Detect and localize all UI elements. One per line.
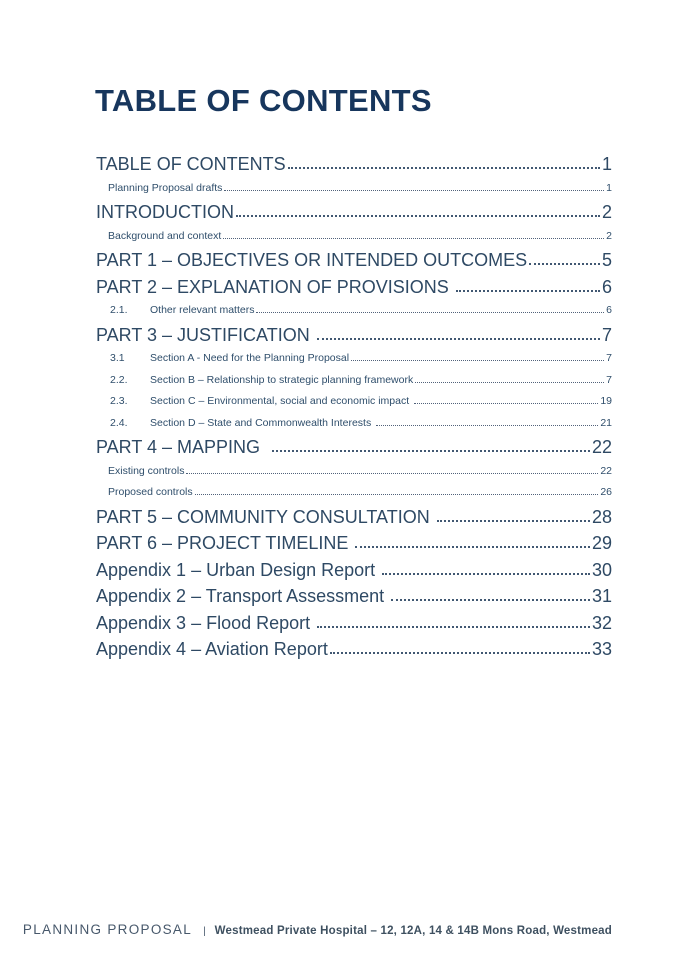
- dot-leader: [415, 382, 604, 383]
- toc-entry-number: 2.4.: [110, 416, 128, 429]
- toc-entry-page[interactable]: 30: [591, 559, 612, 580]
- toc-entry-label[interactable]: Section A - Need for the Planning Proposal: [150, 352, 350, 364]
- toc-entry-page[interactable]: 19: [600, 395, 612, 407]
- toc-entry-label[interactable]: PART 2 – EXPLANATION OF PROVISIONS: [96, 276, 454, 297]
- toc-entry[interactable]: [96, 583, 612, 610]
- toc-entry-page[interactable]: 5: [601, 250, 612, 270]
- toc-entry[interactable]: [96, 434, 612, 461]
- toc-entry[interactable]: [96, 274, 612, 301]
- page-title: TABLE OF CONTENTS: [95, 83, 432, 118]
- toc-entry-label[interactable]: Appendix 1 – Urban Design Report: [96, 559, 381, 580]
- toc-entry-page[interactable]: 6: [606, 304, 612, 316]
- toc-entry[interactable]: [96, 557, 612, 584]
- toc-entry[interactable]: [96, 226, 612, 248]
- toc-entry-page[interactable]: 26: [600, 486, 612, 498]
- toc-entry[interactable]: [96, 348, 612, 370]
- dot-leader: [195, 494, 599, 495]
- dot-leader: [224, 190, 604, 191]
- toc-entry[interactable]: [96, 530, 612, 557]
- toc-entry[interactable]: [96, 199, 612, 226]
- dot-leader: [437, 520, 590, 522]
- toc-entry-page[interactable]: 33: [591, 639, 612, 659]
- toc-entry-page[interactable]: 32: [591, 612, 612, 633]
- toc-entry-label[interactable]: PART 5 – COMMUNITY CONSULTATION: [96, 506, 435, 527]
- toc-entry-label[interactable]: Appendix 4 – Aviation Report: [96, 639, 328, 659]
- toc-entry-label[interactable]: PART 1 – OBJECTIVES OR INTENDED OUTCOMES: [96, 250, 528, 270]
- dot-leader: [223, 238, 604, 239]
- toc-entry-number: 2.2.: [110, 373, 128, 386]
- page-footer: [23, 922, 612, 937]
- toc-entry-label[interactable]: Section C – Environmental, social and economic impact: [150, 395, 413, 407]
- dot-leader: [355, 546, 590, 548]
- toc-entry[interactable]: [96, 636, 612, 663]
- dot-leader: [456, 290, 600, 292]
- toc-entry-page[interactable]: 1: [601, 154, 612, 174]
- toc-entry-label[interactable]: PART 3 – JUSTIFICATION: [96, 324, 315, 345]
- toc-entry[interactable]: [96, 461, 612, 483]
- toc-entry-page[interactable]: 22: [600, 464, 612, 477]
- toc-entry[interactable]: [96, 151, 612, 178]
- toc-entry-label[interactable]: INTRODUCTION: [96, 202, 234, 222]
- toc-entry[interactable]: [96, 247, 612, 274]
- toc-entry[interactable]: [96, 610, 612, 637]
- dot-leader: [529, 263, 600, 265]
- toc-entry-page[interactable]: 29: [591, 533, 612, 553]
- toc-entry[interactable]: [96, 370, 612, 392]
- dot-leader: [376, 425, 598, 426]
- toc-entry-label[interactable]: Proposed controls: [108, 486, 193, 498]
- toc-entry[interactable]: [96, 391, 612, 413]
- toc-entry-page[interactable]: 7: [606, 352, 612, 364]
- toc-entry-page[interactable]: 1: [606, 181, 612, 194]
- toc-entry[interactable]: [96, 482, 612, 504]
- dot-leader: [317, 338, 600, 340]
- toc-entry-page[interactable]: 7: [601, 324, 612, 345]
- toc-entry[interactable]: [96, 178, 612, 200]
- toc-entry-label[interactable]: Appendix 3 – Flood Report: [96, 612, 316, 633]
- dot-leader: [351, 360, 604, 361]
- toc-entry-label[interactable]: Existing controls: [108, 464, 185, 477]
- toc-entry-page[interactable]: 28: [591, 506, 612, 527]
- toc-entry-label[interactable]: Appendix 2 – Transport Assessment: [96, 586, 390, 606]
- toc-entry-page[interactable]: 22: [591, 437, 612, 457]
- dot-leader: [330, 652, 590, 654]
- toc-entry-label[interactable]: Other relevant matters: [150, 304, 255, 316]
- toc-entry[interactable]: [96, 504, 612, 531]
- dot-leader: [391, 599, 590, 601]
- toc-entry-page[interactable]: 2: [601, 202, 612, 222]
- toc-entry-number: 2.3.: [110, 395, 128, 407]
- toc-list: [96, 151, 612, 663]
- toc-entry[interactable]: [96, 300, 612, 322]
- toc-entry-label[interactable]: Background and context: [108, 229, 222, 242]
- dot-leader: [236, 215, 600, 217]
- toc-entry-number: 3.1: [110, 352, 125, 364]
- toc-entry-page[interactable]: 7: [606, 373, 612, 386]
- footer-doc-subtitle: Westmead Private Hospital – 12, 12A, 14 & 14B Mons Road, Westmead: [214, 925, 612, 937]
- dot-leader: [186, 473, 598, 474]
- toc-entry-label[interactable]: Section B – Relationship to strategic planning framework: [150, 373, 414, 386]
- toc-entry-label[interactable]: Section D – State and Commonwealth Interests: [150, 416, 375, 429]
- dot-leader: [256, 312, 604, 313]
- toc-entry-label[interactable]: PART 6 – PROJECT TIMELINE: [96, 533, 354, 553]
- toc-entry-page[interactable]: 21: [600, 416, 612, 429]
- dot-leader: [382, 573, 590, 575]
- footer-separator: |: [203, 926, 206, 937]
- toc-entry[interactable]: [96, 413, 612, 435]
- toc-entry-page[interactable]: 31: [591, 586, 612, 606]
- toc-entry-page[interactable]: 2: [606, 229, 612, 242]
- toc-entry[interactable]: [96, 322, 612, 349]
- footer-doc-type: PLANNING PROPOSAL: [22, 922, 193, 937]
- toc-entry-page[interactable]: 6: [601, 276, 612, 297]
- dot-leader: [317, 626, 590, 628]
- toc-entry-label[interactable]: PART 4 – MAPPING: [96, 437, 271, 457]
- toc-entry-number: 2.1.: [110, 304, 128, 316]
- toc-entry-label[interactable]: TABLE OF CONTENTS: [96, 154, 286, 174]
- toc-entry-label[interactable]: Planning Proposal drafts: [108, 181, 223, 194]
- dot-leader: [272, 450, 590, 452]
- dot-leader: [288, 167, 600, 169]
- dot-leader: [414, 403, 598, 404]
